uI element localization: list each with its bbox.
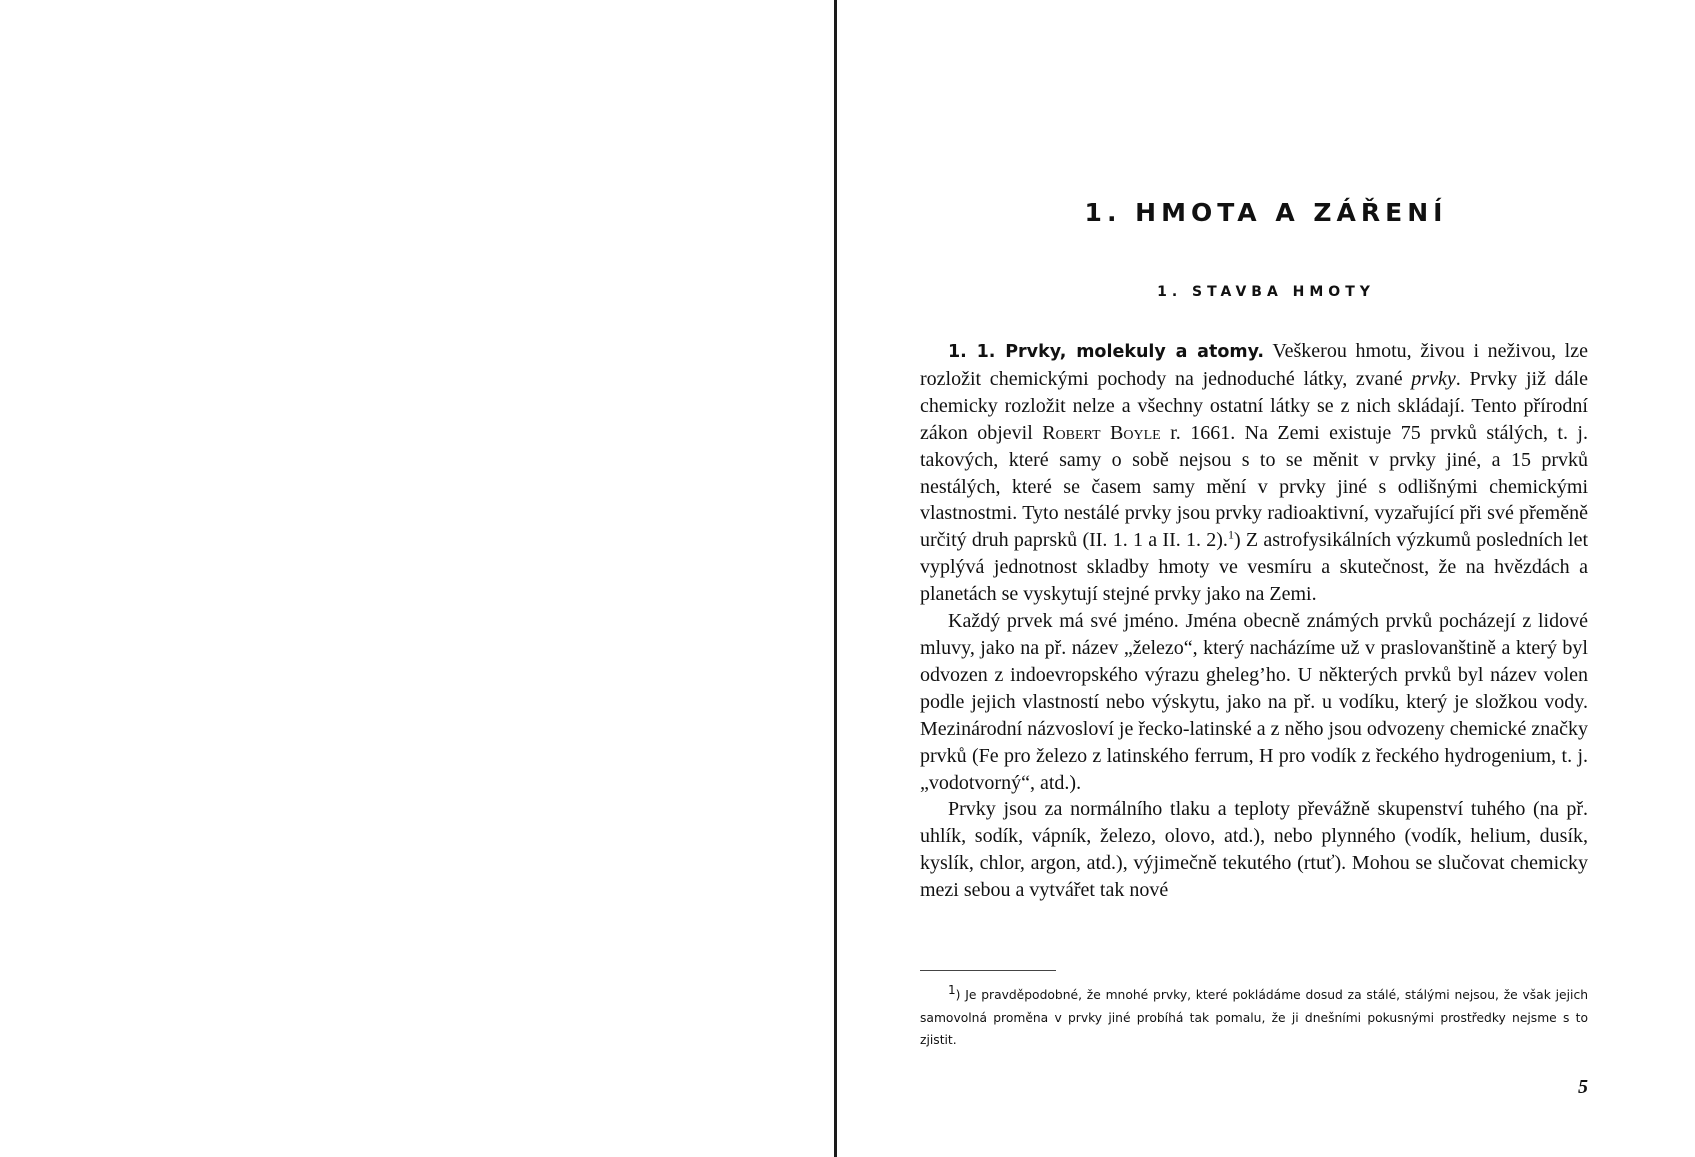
paragraph-3: Prvky jsou za normálního tlaku a teploty převážně skupenství tuhého (na př. uhlík, sodík, vápník, železo, olovo, atd.), nebo plynného (vodík, helium, dusík, kyslík, chlor, argon, atd.), výjimečně tekutého (rtuť). Mohou se slučovat chemicky mezi sebou a vytvářet tak nové <box>920 798 1588 902</box>
left-blank-page <box>0 0 830 1157</box>
footnote-text: ) Je pravděpodobné, že mnohé prvky, které pokládáme dosud za stálé, stálými nejsou, že však jejich samovolná proměna v prvky jiné probíhá tak pomalu, že ji dnešními pokusnými prostředky nejsme s to zjistit. <box>920 988 1588 1047</box>
paragraph-1-text-4: ) Z astrofysikálních výzkumů posledních let vyplývá jednotnost skladby hmoty ve vesmíru a skutečnost, že na hvězdách a planetách se vyskytují stejné prvky jako na Zemi. <box>920 529 1588 606</box>
paragraph-1-text-1: Veškerou hmotu, živou i neživou, lze rozložit chemickými pochody na jednoduché látky, zvané <box>920 340 1588 390</box>
italic-term: prvky <box>1411 367 1456 390</box>
body-text <box>920 338 1588 904</box>
page-number: 5 <box>1578 1076 1588 1098</box>
paragraph-heading: 1. 1. Prvky, molekuly a atomy. <box>948 342 1265 362</box>
paragraph-2: Každý prvek má své jméno. Jména obecně známých prvků pocházejí z lidové mluvy, jako na př. název „železo“, který nacházíme už v praslovanštině a který byl odvozen z indoevropského výrazu gheleg’ho. U některých prvků byl název volen podle jejich vlastností nebo výskytu, jako na př. u vodíku, který je složkou vody. Mezinárodní názvosloví je řecko-latinské a z něho jsou odvozeny chemické značky prvků (Fe pro železo z latinského ferrum, H pro vodík z řeckého hydrogenium, t. j. „vodotvorný“, atd.). <box>920 610 1588 794</box>
paragraph-1 <box>920 338 1588 608</box>
paragraph-1-text-2: . Prvky již dále chemicky rozložit nelze a všechny ostatní látky se z nich skládají. Tento přírodní zákon objevil <box>920 367 1588 444</box>
person-name: Robert Boyle <box>1042 421 1161 444</box>
footnote-reference: 1 <box>1227 527 1234 542</box>
paragraph-1-text-3: r. 1661. Na Zemi existuje 75 prvků stálých, t. j. takových, které samy o sobě nejsou s to se měnit v prvky jiné, a 15 prvků nestálých, které se časem samy mění v prvky jiné s odlišnými chemickými vlastnostmi. Tyto nestálé prvky jsou prvky radioaktivní, vyzařující při své přeměně určitý druh paprsků (II. 1. 1 a II. 1. 2). <box>920 421 1588 552</box>
section-title: 1. STAVBA HMOTY <box>1157 284 1375 300</box>
footnote-marker: 1 <box>948 982 956 997</box>
footnote <box>920 984 1588 1052</box>
right-page <box>837 0 1695 1157</box>
footnote-divider <box>920 970 1056 971</box>
chapter-title: 1. HMOTA A ZÁŘENÍ <box>1084 198 1448 227</box>
